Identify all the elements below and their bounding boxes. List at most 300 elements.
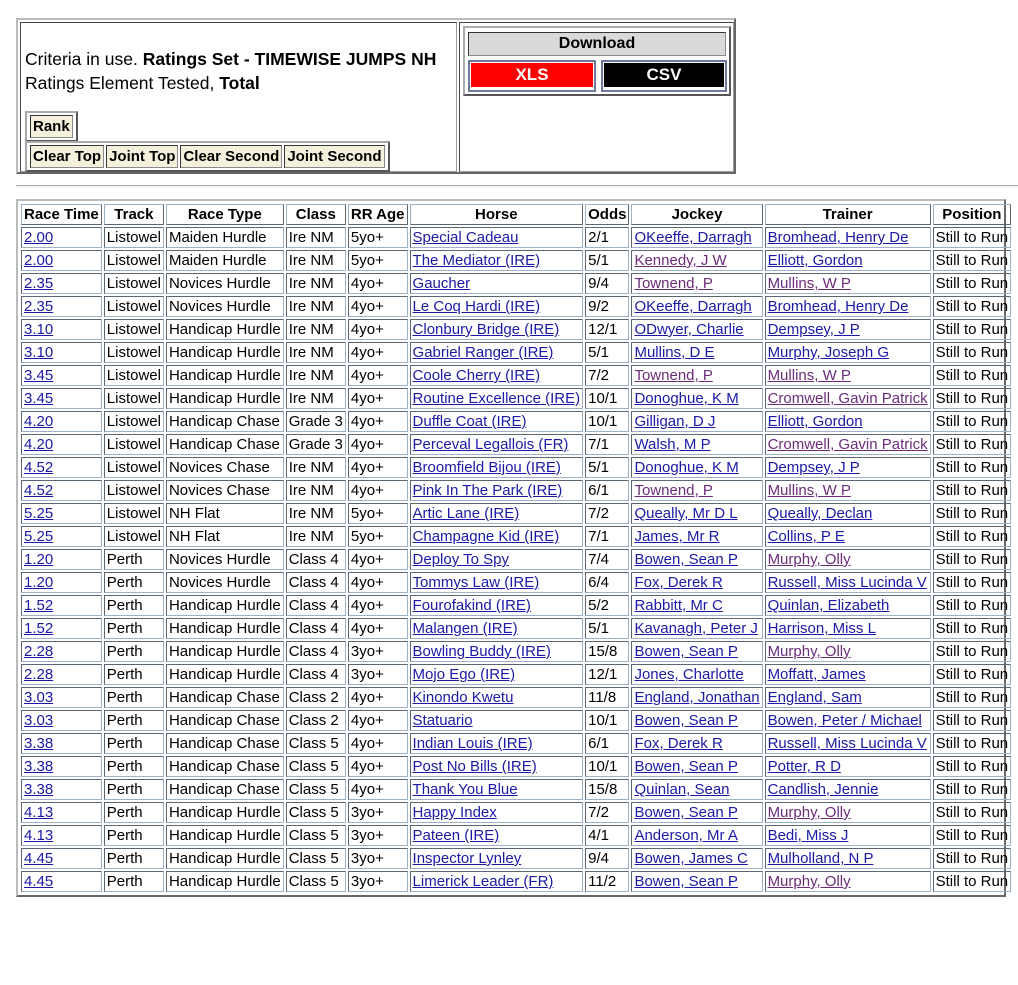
race-type-cell: Handicap Hurdle bbox=[166, 871, 284, 892]
odds-cell: 7/2 bbox=[585, 802, 629, 823]
horse-cell bbox=[410, 296, 584, 317]
position-cell: Still to Run bbox=[933, 457, 1012, 478]
age-cell: 4yo+ bbox=[348, 687, 408, 708]
jockey-link[interactable]: OKeeffe, Darragh bbox=[634, 229, 752, 246]
odds-cell: 5/2 bbox=[585, 595, 629, 616]
odds-cell: 6/1 bbox=[585, 480, 629, 501]
criteria-label: Criteria in use. bbox=[25, 49, 138, 69]
trainer-cell bbox=[765, 457, 931, 478]
race-time-link[interactable]: 1.52 bbox=[24, 620, 54, 637]
trainer-link[interactable]: Murphy, Olly bbox=[767, 643, 851, 660]
class-cell: Ire NM bbox=[286, 388, 346, 409]
criteria-text bbox=[25, 47, 436, 95]
race-type-cell: Novices Hurdle bbox=[166, 549, 284, 570]
trainer-link[interactable]: Cromwell, Gavin Patrick bbox=[767, 390, 928, 407]
class-cell: Class 5 bbox=[286, 871, 346, 892]
age-cell: 4yo+ bbox=[348, 710, 408, 731]
race-time-link[interactable]: 4.13 bbox=[24, 804, 54, 821]
race-time-cell bbox=[21, 319, 102, 340]
position-cell: Still to Run bbox=[933, 641, 1012, 662]
jockey-link[interactable]: Townend, P bbox=[634, 482, 713, 499]
jockey-cell bbox=[631, 871, 762, 892]
race-time-link[interactable]: 4.20 bbox=[24, 436, 54, 453]
trainer-link[interactable]: Quinlan, Elizabeth bbox=[767, 597, 890, 614]
trainer-link[interactable]: Queally, Declan bbox=[767, 505, 873, 522]
track-cell: Perth bbox=[104, 802, 164, 823]
race-time-link[interactable]: 3.45 bbox=[24, 367, 54, 384]
odds-cell: 7/1 bbox=[585, 526, 629, 547]
track-cell: Perth bbox=[104, 848, 164, 869]
class-cell: Ire NM bbox=[286, 296, 346, 317]
horse-link[interactable]: Routine Excellence (IRE) bbox=[412, 390, 581, 407]
race-type-cell: Handicap Hurdle bbox=[166, 365, 284, 386]
race-time-cell bbox=[21, 595, 102, 616]
position-cell: Still to Run bbox=[933, 319, 1012, 340]
position-cell: Still to Run bbox=[933, 503, 1012, 524]
race-time-cell bbox=[21, 457, 102, 478]
table-row bbox=[21, 457, 1011, 478]
horse-link[interactable]: Duffle Coat (IRE) bbox=[412, 413, 527, 430]
jockey-link[interactable]: Walsh, M P bbox=[634, 436, 711, 453]
horse-link[interactable]: Statuario bbox=[412, 712, 473, 729]
race-time-link[interactable]: 1.20 bbox=[24, 574, 54, 591]
horse-cell bbox=[410, 618, 584, 639]
horse-link[interactable]: Post No Bills (IRE) bbox=[412, 758, 537, 775]
trainer-link[interactable]: Mullins, W P bbox=[767, 367, 851, 384]
trainer-link[interactable]: Bedi, Miss J bbox=[767, 827, 849, 844]
trainer-link[interactable]: Elliott, Gordon bbox=[767, 413, 863, 430]
csv-download-button[interactable] bbox=[601, 60, 727, 92]
xls-download-button[interactable] bbox=[468, 60, 596, 92]
horse-link[interactable]: Fourofakind (IRE) bbox=[412, 597, 531, 614]
track-cell: Perth bbox=[104, 756, 164, 777]
trainer-cell bbox=[765, 733, 931, 754]
horse-link[interactable]: Champagne Kid (IRE) bbox=[412, 528, 560, 545]
horse-link[interactable]: Clonbury Bridge (IRE) bbox=[412, 321, 560, 338]
horse-link[interactable]: Happy Index bbox=[412, 804, 497, 821]
jockey-link[interactable]: Fox, Derek R bbox=[634, 735, 723, 752]
trainer-link[interactable]: Murphy, Olly bbox=[767, 873, 851, 890]
track-cell: Perth bbox=[104, 549, 164, 570]
trainer-cell bbox=[765, 480, 931, 501]
race-time-cell bbox=[21, 549, 102, 570]
race-time-link[interactable]: 3.03 bbox=[24, 689, 54, 706]
xls-label: XLS bbox=[471, 63, 593, 87]
horse-link[interactable]: Special Cadeau bbox=[412, 229, 519, 246]
csv-label: CSV bbox=[604, 63, 724, 87]
race-time-link[interactable]: 4.52 bbox=[24, 459, 54, 476]
trainer-link[interactable]: Murphy, Olly bbox=[767, 551, 851, 568]
horse-link[interactable]: Limerick Leader (FR) bbox=[412, 873, 554, 890]
table-row bbox=[21, 779, 1011, 800]
trainer-link[interactable]: Harrison, Miss L bbox=[767, 620, 876, 637]
jockey-link[interactable]: Kennedy, J W bbox=[634, 252, 727, 269]
trainer-cell bbox=[765, 365, 931, 386]
track-cell: Perth bbox=[104, 618, 164, 639]
jockey-link[interactable]: Queally, Mr D L bbox=[634, 505, 738, 522]
clear-second-button[interactable]: Clear Second bbox=[180, 145, 282, 168]
age-cell: 3yo+ bbox=[348, 641, 408, 662]
race-type-cell: Handicap Hurdle bbox=[166, 618, 284, 639]
jockey-cell bbox=[631, 710, 762, 731]
jockey-link[interactable]: Bowen, Sean P bbox=[634, 873, 738, 890]
race-type-cell: Novices Chase bbox=[166, 457, 284, 478]
jockey-link[interactable]: England, Jonathan bbox=[634, 689, 760, 706]
element-label: Ratings Element Tested, bbox=[25, 73, 215, 93]
jockey-link[interactable]: Donoghue, K M bbox=[634, 390, 739, 407]
track-cell: Perth bbox=[104, 825, 164, 846]
odds-cell: 11/2 bbox=[585, 871, 629, 892]
track-cell: Listowel bbox=[104, 227, 164, 248]
horse-link[interactable]: Malangen (IRE) bbox=[412, 620, 518, 637]
table-row bbox=[21, 296, 1011, 317]
odds-cell: 10/1 bbox=[585, 388, 629, 409]
trainer-link[interactable]: Mullins, W P bbox=[767, 275, 851, 292]
jockey-cell bbox=[631, 434, 762, 455]
track-cell: Perth bbox=[104, 733, 164, 754]
header-horse: Horse bbox=[410, 204, 584, 225]
trainer-link[interactable]: Murphy, Joseph G bbox=[767, 344, 890, 361]
odds-cell: 10/1 bbox=[585, 411, 629, 432]
class-cell: Class 5 bbox=[286, 756, 346, 777]
horse-link[interactable]: Deploy To Spy bbox=[412, 551, 509, 568]
age-cell: 3yo+ bbox=[348, 848, 408, 869]
position-cell: Still to Run bbox=[933, 227, 1012, 248]
jockey-link[interactable]: Rabbitt, Mr C bbox=[634, 597, 723, 614]
jockey-link[interactable]: Quinlan, Sean bbox=[634, 781, 730, 798]
trainer-link[interactable]: Potter, R D bbox=[767, 758, 841, 775]
age-cell: 3yo+ bbox=[348, 871, 408, 892]
table-row bbox=[21, 549, 1011, 570]
horse-cell bbox=[410, 227, 584, 248]
jockey-cell bbox=[631, 595, 762, 616]
race-time-link[interactable]: 3.38 bbox=[24, 735, 54, 752]
trainer-link[interactable]: Murphy, Olly bbox=[767, 804, 851, 821]
race-time-link[interactable]: 1.20 bbox=[24, 551, 54, 568]
trainer-link[interactable]: Moffatt, James bbox=[767, 666, 866, 683]
jockey-link[interactable]: Bowen, Sean P bbox=[634, 643, 738, 660]
race-time-cell bbox=[21, 687, 102, 708]
horse-link[interactable]: Tommys Law (IRE) bbox=[412, 574, 540, 591]
odds-cell: 9/4 bbox=[585, 848, 629, 869]
race-time-link[interactable]: 3.45 bbox=[24, 390, 54, 407]
jockey-cell bbox=[631, 480, 762, 501]
jockey-link[interactable]: Gilligan, D J bbox=[634, 413, 716, 430]
clear-top-button[interactable]: Clear Top bbox=[30, 145, 104, 168]
race-time-link[interactable]: 4.52 bbox=[24, 482, 54, 499]
position-cell: Still to Run bbox=[933, 871, 1012, 892]
class-cell: Ire NM bbox=[286, 250, 346, 271]
race-time-link[interactable]: 1.52 bbox=[24, 597, 54, 614]
header-class: Class bbox=[286, 204, 346, 225]
horse-link[interactable]: Kinondo Kwetu bbox=[412, 689, 514, 706]
position-cell: Still to Run bbox=[933, 664, 1012, 685]
track-cell: Listowel bbox=[104, 388, 164, 409]
trainer-link[interactable]: Dempsey, J P bbox=[767, 321, 860, 338]
trainer-cell bbox=[765, 848, 931, 869]
odds-cell: 5/1 bbox=[585, 457, 629, 478]
horse-link[interactable]: Indian Louis (IRE) bbox=[412, 735, 533, 752]
race-type-cell: Handicap Chase bbox=[166, 710, 284, 731]
trainer-link[interactable]: Candlish, Jennie bbox=[767, 781, 879, 798]
jockey-cell bbox=[631, 227, 762, 248]
horse-link[interactable]: Mojo Ego (IRE) bbox=[412, 666, 516, 683]
class-cell: Class 4 bbox=[286, 618, 346, 639]
odds-cell: 6/1 bbox=[585, 733, 629, 754]
class-cell: Ire NM bbox=[286, 319, 346, 340]
rank-group bbox=[25, 111, 78, 142]
race-type-cell: Handicap Chase bbox=[166, 687, 284, 708]
race-time-link[interactable]: 2.00 bbox=[24, 229, 54, 246]
trainer-cell bbox=[765, 756, 931, 777]
trainer-link[interactable]: Dempsey, J P bbox=[767, 459, 860, 476]
jockey-cell bbox=[631, 388, 762, 409]
jockey-link[interactable]: Jones, Charlotte bbox=[634, 666, 744, 683]
rank-button[interactable]: Rank bbox=[30, 115, 73, 138]
position-cell: Still to Run bbox=[933, 802, 1012, 823]
joint-top-button[interactable]: Joint Top bbox=[106, 145, 178, 168]
horse-cell bbox=[410, 779, 584, 800]
trainer-link[interactable]: Collins, P E bbox=[767, 528, 845, 545]
odds-cell: 4/1 bbox=[585, 825, 629, 846]
track-cell: Listowel bbox=[104, 434, 164, 455]
race-type-cell: NH Flat bbox=[166, 526, 284, 547]
horse-cell bbox=[410, 733, 584, 754]
jockey-link[interactable]: Bowen, Sean P bbox=[634, 712, 738, 729]
trainer-link[interactable]: Russell, Miss Lucinda V bbox=[767, 574, 927, 591]
jockey-link[interactable]: Bowen, Sean P bbox=[634, 804, 738, 821]
age-cell: 4yo+ bbox=[348, 457, 408, 478]
table-row bbox=[21, 434, 1011, 455]
horse-cell bbox=[410, 848, 584, 869]
jockey-link[interactable]: ODwyer, Charlie bbox=[634, 321, 744, 338]
horse-link[interactable]: Inspector Lynley bbox=[412, 850, 522, 867]
race-time-link[interactable]: 2.35 bbox=[24, 275, 54, 292]
race-time-link[interactable]: 2.00 bbox=[24, 252, 54, 269]
position-cell: Still to Run bbox=[933, 434, 1012, 455]
trainer-cell bbox=[765, 641, 931, 662]
jockey-link[interactable]: Townend, P bbox=[634, 275, 713, 292]
trainer-cell bbox=[765, 802, 931, 823]
horse-cell bbox=[410, 503, 584, 524]
class-cell: Ire NM bbox=[286, 273, 346, 294]
horse-link[interactable]: Pink In The Park (IRE) bbox=[412, 482, 563, 499]
horse-link[interactable]: Broomfield Bijou (IRE) bbox=[412, 459, 561, 476]
class-cell: Class 5 bbox=[286, 802, 346, 823]
race-time-cell bbox=[21, 526, 102, 547]
trainer-link[interactable]: Mullins, W P bbox=[767, 482, 851, 499]
table-row bbox=[21, 250, 1011, 271]
race-time-link[interactable]: 3.38 bbox=[24, 758, 54, 775]
jockey-link[interactable]: Fox, Derek R bbox=[634, 574, 723, 591]
horse-cell bbox=[410, 687, 584, 708]
race-time-cell bbox=[21, 411, 102, 432]
race-time-cell bbox=[21, 641, 102, 662]
results-panel bbox=[16, 199, 1009, 897]
race-time-link[interactable]: 3.10 bbox=[24, 344, 54, 361]
table-row bbox=[21, 848, 1011, 869]
race-type-cell: Handicap Hurdle bbox=[166, 342, 284, 363]
jockey-link[interactable]: Kavanagh, Peter J bbox=[634, 620, 758, 637]
element-value: Total bbox=[219, 73, 260, 93]
age-cell: 4yo+ bbox=[348, 779, 408, 800]
horse-link[interactable]: Le Coq Hardi (IRE) bbox=[412, 298, 541, 315]
jockey-link[interactable]: Townend, P bbox=[634, 367, 713, 384]
horse-link[interactable]: The Mediator (IRE) bbox=[412, 252, 541, 269]
race-type-cell: Handicap Hurdle bbox=[166, 641, 284, 662]
age-cell: 3yo+ bbox=[348, 802, 408, 823]
trainer-cell bbox=[765, 687, 931, 708]
age-cell: 4yo+ bbox=[348, 618, 408, 639]
race-type-cell: Handicap Hurdle bbox=[166, 664, 284, 685]
trainer-link[interactable]: Bromhead, Henry De bbox=[767, 298, 909, 315]
jockey-cell bbox=[631, 365, 762, 386]
header-race-type: Race Type bbox=[166, 204, 284, 225]
jockey-cell bbox=[631, 319, 762, 340]
table-row bbox=[21, 733, 1011, 754]
jockey-link[interactable]: Mullins, D E bbox=[634, 344, 715, 361]
trainer-link[interactable]: England, Sam bbox=[767, 689, 862, 706]
age-cell: 4yo+ bbox=[348, 434, 408, 455]
jockey-link[interactable]: Anderson, Mr A bbox=[634, 827, 738, 844]
track-cell: Listowel bbox=[104, 342, 164, 363]
position-cell: Still to Run bbox=[933, 733, 1012, 754]
header-row bbox=[21, 204, 1011, 225]
trainer-cell bbox=[765, 825, 931, 846]
horse-link[interactable]: Artic Lane (IRE) bbox=[412, 505, 520, 522]
race-time-link[interactable]: 2.28 bbox=[24, 666, 54, 683]
race-type-cell: Handicap Hurdle bbox=[166, 388, 284, 409]
position-cell: Still to Run bbox=[933, 342, 1012, 363]
horse-cell bbox=[410, 871, 584, 892]
track-cell: Perth bbox=[104, 664, 164, 685]
race-time-link[interactable]: 2.28 bbox=[24, 643, 54, 660]
race-time-cell bbox=[21, 227, 102, 248]
race-type-cell: Handicap Chase bbox=[166, 434, 284, 455]
jockey-link[interactable]: Bowen, Sean P bbox=[634, 551, 738, 568]
trainer-link[interactable]: Bowen, Peter / Michael bbox=[767, 712, 922, 729]
jockey-cell bbox=[631, 526, 762, 547]
race-type-cell: Maiden Hurdle bbox=[166, 227, 284, 248]
horse-cell bbox=[410, 664, 584, 685]
header-jockey: Jockey bbox=[631, 204, 762, 225]
horse-link[interactable]: Bowling Buddy (IRE) bbox=[412, 643, 551, 660]
trainer-link[interactable]: Russell, Miss Lucinda V bbox=[767, 735, 927, 752]
trainer-link[interactable]: Cromwell, Gavin Patrick bbox=[767, 436, 928, 453]
odds-cell: 11/8 bbox=[585, 687, 629, 708]
table-row bbox=[21, 664, 1011, 685]
jockey-link[interactable]: Bowen, Sean P bbox=[634, 758, 738, 775]
race-type-cell: Handicap Hurdle bbox=[166, 848, 284, 869]
jockey-cell bbox=[631, 641, 762, 662]
table-row bbox=[21, 342, 1011, 363]
race-time-link[interactable]: 3.38 bbox=[24, 781, 54, 798]
horse-link[interactable]: Pateen (IRE) bbox=[412, 827, 500, 844]
jockey-cell bbox=[631, 618, 762, 639]
table-row bbox=[21, 618, 1011, 639]
trainer-link[interactable]: Bromhead, Henry De bbox=[767, 229, 909, 246]
race-time-link[interactable]: 4.20 bbox=[24, 413, 54, 430]
trainer-cell bbox=[765, 503, 931, 524]
table-row bbox=[21, 756, 1011, 777]
header-trainer: Trainer bbox=[765, 204, 931, 225]
track-cell: Listowel bbox=[104, 365, 164, 386]
race-type-cell: Handicap Hurdle bbox=[166, 595, 284, 616]
horse-link[interactable]: Thank You Blue bbox=[412, 781, 518, 798]
race-time-link[interactable]: 3.10 bbox=[24, 321, 54, 338]
horse-cell bbox=[410, 710, 584, 731]
horse-link[interactable]: Perceval Legallois (FR) bbox=[412, 436, 569, 453]
race-time-link[interactable]: 4.13 bbox=[24, 827, 54, 844]
race-time-link[interactable]: 2.35 bbox=[24, 298, 54, 315]
class-cell: Ire NM bbox=[286, 227, 346, 248]
trainer-link[interactable]: Elliott, Gordon bbox=[767, 252, 863, 269]
age-cell: 4yo+ bbox=[348, 733, 408, 754]
joint-second-button[interactable]: Joint Second bbox=[284, 145, 384, 168]
trainer-cell bbox=[765, 710, 931, 731]
position-cell: Still to Run bbox=[933, 618, 1012, 639]
odds-cell: 7/2 bbox=[585, 503, 629, 524]
jockey-cell bbox=[631, 825, 762, 846]
trainer-cell bbox=[765, 595, 931, 616]
odds-cell: 9/2 bbox=[585, 296, 629, 317]
race-time-cell bbox=[21, 802, 102, 823]
horse-link[interactable]: Gaucher bbox=[412, 275, 471, 292]
horse-cell bbox=[410, 434, 584, 455]
position-cell: Still to Run bbox=[933, 388, 1012, 409]
race-time-link[interactable]: 5.25 bbox=[24, 528, 54, 545]
horse-cell bbox=[410, 756, 584, 777]
selection-group bbox=[25, 141, 390, 172]
track-cell: Perth bbox=[104, 687, 164, 708]
horse-cell bbox=[410, 273, 584, 294]
age-cell: 5yo+ bbox=[348, 227, 408, 248]
horse-link[interactable]: Gabriel Ranger (IRE) bbox=[412, 344, 554, 361]
jockey-link[interactable]: James, Mr R bbox=[634, 528, 720, 545]
table-row bbox=[21, 480, 1011, 501]
race-type-cell: Novices Hurdle bbox=[166, 296, 284, 317]
track-cell: Listowel bbox=[104, 273, 164, 294]
class-cell: Class 2 bbox=[286, 710, 346, 731]
age-cell: 4yo+ bbox=[348, 296, 408, 317]
jockey-cell bbox=[631, 802, 762, 823]
horse-link[interactable]: Coole Cherry (IRE) bbox=[412, 367, 541, 384]
race-time-cell bbox=[21, 572, 102, 593]
jockey-link[interactable]: Donoghue, K M bbox=[634, 459, 739, 476]
table-row bbox=[21, 802, 1011, 823]
race-time-cell bbox=[21, 871, 102, 892]
race-time-cell bbox=[21, 710, 102, 731]
header-position: Position bbox=[933, 204, 1012, 225]
race-time-link[interactable]: 5.25 bbox=[24, 505, 54, 522]
horse-cell bbox=[410, 319, 584, 340]
trainer-link[interactable]: Mulholland, N P bbox=[767, 850, 874, 867]
horse-cell bbox=[410, 802, 584, 823]
race-time-link[interactable]: 4.45 bbox=[24, 850, 54, 867]
position-cell: Still to Run bbox=[933, 687, 1012, 708]
race-time-link[interactable]: 3.03 bbox=[24, 712, 54, 729]
jockey-link[interactable]: Bowen, James C bbox=[634, 850, 748, 867]
horse-cell bbox=[410, 825, 584, 846]
class-cell: Grade 3 bbox=[286, 434, 346, 455]
race-time-link[interactable]: 4.45 bbox=[24, 873, 54, 890]
horse-cell bbox=[410, 526, 584, 547]
position-cell: Still to Run bbox=[933, 365, 1012, 386]
position-cell: Still to Run bbox=[933, 710, 1012, 731]
header-rr-age: RR Age bbox=[348, 204, 408, 225]
race-time-cell bbox=[21, 365, 102, 386]
jockey-link[interactable]: OKeeffe, Darragh bbox=[634, 298, 752, 315]
